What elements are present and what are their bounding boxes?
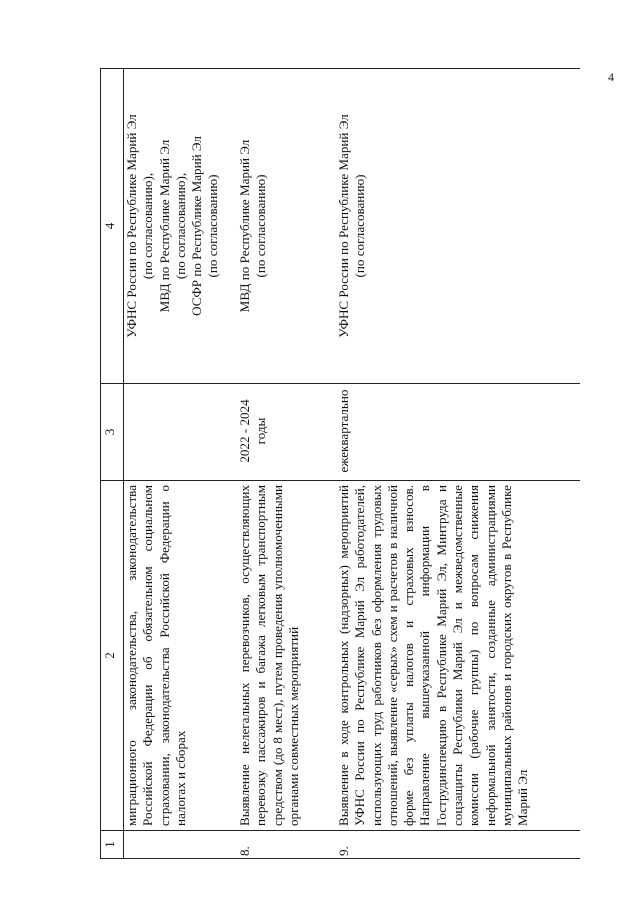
executor-line: УФНС России по Республике Марий Эл [336, 114, 351, 338]
header-col-2: 2 [101, 481, 124, 831]
rotated-table-frame [100, 69, 580, 859]
executor-line: МВД по Республике Марий Эл [156, 139, 172, 313]
row-number: 9. [332, 831, 580, 859]
header-col-1: 1 [101, 831, 124, 859]
table-row [124, 69, 233, 859]
header-col-3: 3 [101, 384, 124, 481]
executor-line: (по согласованию) [253, 174, 269, 278]
row-number: 8. [232, 831, 332, 859]
row-description: Выявление нелегальных перевозчиков, осуществляющих перевозку пассажиров и багажа легковым транспортным средством (до 8 мест), путем проведения уполномоченными органами совместных мероприятий [232, 481, 332, 831]
table-row [332, 69, 580, 859]
row-description: миграционного законодательства, законодательства Российской Федерации об обязательном социальном страховании, законодательства Российской Федерации о налогах и сборах [124, 481, 233, 831]
executor-line: УФНС России по Республике Марий Эл [124, 114, 139, 338]
executor-line: МВД по Республике Марий Эл [237, 139, 252, 313]
table-row [232, 69, 332, 859]
header-col-4: 4 [101, 69, 124, 384]
executor-line: ОСФР по Республике Марий Эл [189, 136, 205, 316]
row-period: ежеквартально [332, 384, 580, 481]
table-header-row [101, 69, 124, 859]
executor-line: (по согласованию) [352, 174, 368, 278]
row-executors [124, 69, 233, 384]
executor-line: (по согласованию), [140, 172, 156, 280]
row-number [124, 831, 233, 859]
page-number: 4 [608, 70, 614, 84]
executor-line: (по согласованию), [172, 172, 188, 280]
row-executors [232, 69, 332, 384]
row-description: Выявление в ходе контрольных (надзорных) мероприятий УФНС России по Республике Марий Эл работодателей, использующих труд работников без оформления трудовых отношений, выявление «серых» схем и расчетов в наличной форме без уплаты налогов и страховых взносов. Направление вышеуказанной информации в Гострудинспекцию в Республике Марий Эл, Минтруда и соцзащиты Республики Марий Эл и межведомственные комиссии (рабочие группы) по вопросам снижения неформальной занятости, созданные администрациями муниципальных районов и городских округов в Республике Марий Эл [332, 481, 580, 831]
row-period: 2022 - 2024 годы [232, 384, 332, 481]
executor-line: (по согласованию) [205, 174, 221, 278]
measures-table [100, 68, 580, 859]
row-period [124, 384, 233, 481]
row-executors [332, 69, 580, 384]
